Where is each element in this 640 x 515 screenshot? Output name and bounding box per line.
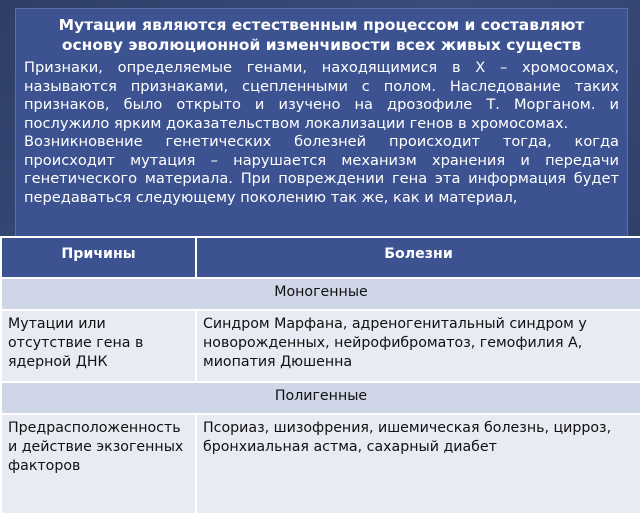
cause-cell: Предрасположенность и действие экзогенных факторов bbox=[1, 414, 196, 514]
section-label-monogenic: Моногенные bbox=[1, 278, 640, 310]
header-causes: Причины bbox=[1, 237, 196, 278]
section-row-polygenic bbox=[1, 382, 640, 414]
intro-title: Мутации являются естественным процессом и составляют основу эволюционной изменчивости всех живых существ bbox=[58, 16, 585, 54]
diseases-cell: Псориаз, шизофрения, ишемическая болезнь, цирроз, бронхиальная астма, сахарный диабет bbox=[196, 414, 640, 514]
header-diseases: Болезни bbox=[196, 237, 640, 278]
diseases-cell: Синдром Марфана, адреногенитальный синдром у новорожденных, нейрофиброматоз, гемофилия А, миопатия Дюшенна bbox=[196, 310, 640, 382]
intro-paragraph-1: Признаки, определяемые генами, находящимися в X – хромосомах, называются признаками, сцепленными с полом. Наследование таких признаков, было открыто и изучено на дрозофиле Т. Морганом. и послужило ярким доказательством локализации генов в хромосомах. bbox=[24, 59, 619, 132]
diseases-table bbox=[0, 236, 640, 515]
table-row bbox=[1, 310, 640, 382]
intro-paragraph-2: Возникновение генетических болезней происходит тогда, когда происходит мутация – нарушается механизм хранения и передачи генетического материала. При повреждении гена эта информация будет передаваться следующему поколению так же, как и материал, bbox=[24, 133, 619, 206]
section-label-polygenic: Полигенные bbox=[1, 382, 640, 414]
table-header-row bbox=[1, 237, 640, 278]
table-row bbox=[1, 414, 640, 514]
intro-text-box bbox=[15, 8, 628, 240]
cause-cell: Мутации или отсутствие гена в ядерной ДНК bbox=[1, 310, 196, 382]
section-row-monogenic bbox=[1, 278, 640, 310]
